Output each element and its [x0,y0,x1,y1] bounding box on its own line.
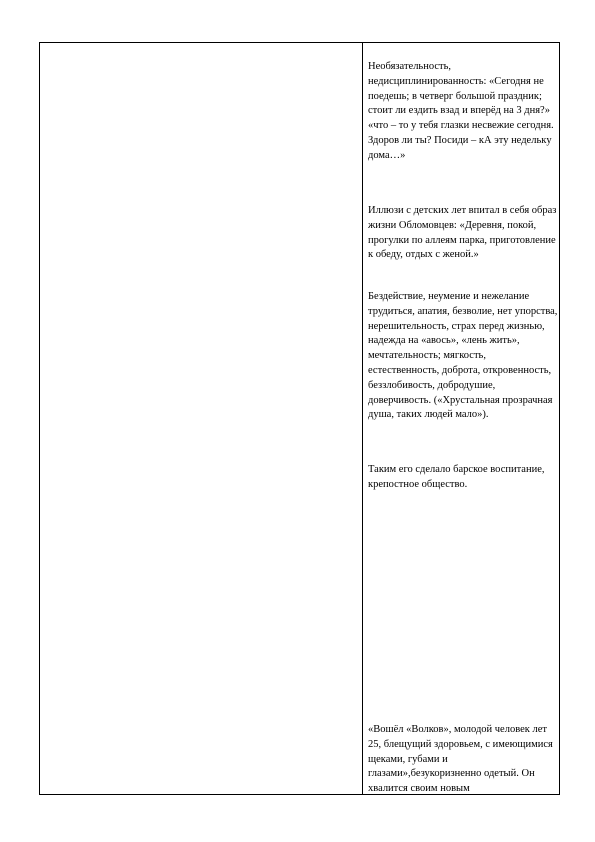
paragraph-upbringing: Таким его сделало барское воспитание, крепостное общество. [368,464,545,490]
paragraph-traits: Бездействие, неумение и нежелание трудиться, апатия, безволие, нет упорства, нерешительность, страх перед жизнью, надежда на «авось», «лень жить», мечтательность; мягкость, естественность, доброта, откровенность, беззлобивость, добродушие, доверчивость. («Хрустальная прозрачная душа, таких людей мало»). [368,291,558,421]
paragraph-indiscipline: Необязательность, недисциплинированность: «Сегодня не поедешь; в четверг большой праздник; стоит ли ездить взад и вперёд на 3 дня?» «что – то у тебя глазки несвежие сегодня. Здоров ли ты? Посиди – кА эту неделькy дома…» [368,61,554,161]
content-table [39,42,560,795]
right-cell [363,43,559,794]
left-cell [40,43,363,794]
paragraph-illusion: Иллюзи с детских лет впитал в себя образ жизни Обломовцев: «Деревня, покой, прогулки по аллеям парка, приготовление к обеду, отдых с женой.» [368,205,557,261]
paragraph-volkov: «Вошёл «Волков», молодой человек лет 25, блещущий здоровьем, с имеющимися щеками, губами и глазами»,безукоризненно одетый. Он хвалится своим новым [368,724,553,794]
